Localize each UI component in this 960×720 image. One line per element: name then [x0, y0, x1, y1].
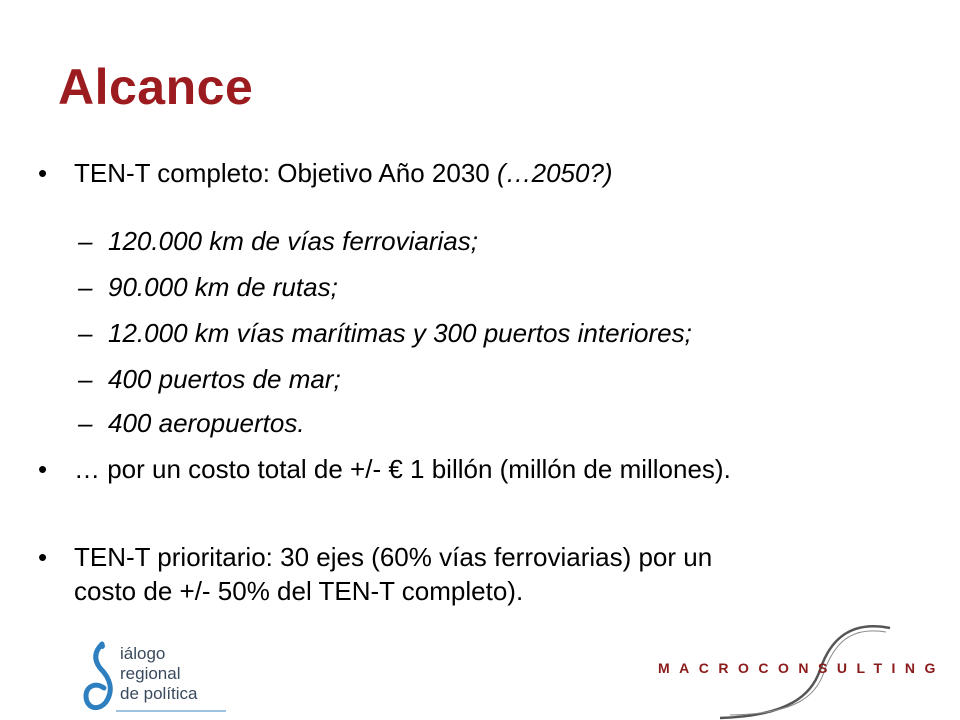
bullet-text-line1: TEN-T prioritario: 30 ejes (60% vías ferroviarias) por un: [74, 542, 713, 572]
bullet-text-normal: TEN-T completo: Objetivo Año 2030: [74, 158, 497, 188]
dialogo-line1: iálogo: [120, 644, 166, 663]
bullet-text: [74, 156, 613, 190]
sub-item-text: 12.000 km vías marítimas y 300 puertos interiores;: [108, 318, 692, 348]
sub-item-marker: –: [78, 408, 93, 438]
bullet-text-italic: (…2050?): [496, 158, 613, 188]
dialogo-regional-logo: [80, 638, 230, 718]
sub-item-marker: –: [78, 364, 93, 394]
sub-item-text: 400 aeropuertos.: [108, 408, 305, 438]
slide-title: Alcance: [58, 59, 254, 115]
sub-item-text: 90.000 km de rutas;: [108, 272, 338, 302]
sub-item-text: 400 puertos de mar;: [108, 364, 341, 394]
bullet-marker: •: [38, 542, 48, 572]
macroconsulting-text: MACROCONSULTING: [658, 660, 945, 676]
macroconsulting-logo: [650, 620, 945, 720]
dialogo-underline: [116, 710, 226, 712]
sub-item-marker: –: [78, 318, 93, 348]
bullet-text-line2: costo de +/- 50% del TEN-T completo).: [74, 576, 524, 606]
sub-item-text: 120.000 km de vías ferroviarias;: [108, 226, 478, 256]
sub-item-marker: –: [78, 272, 93, 302]
bullet-marker: •: [38, 158, 48, 188]
dialogo-d-icon: [80, 638, 120, 718]
bullet-marker: •: [38, 454, 48, 484]
dialogo-line3: de política: [120, 684, 198, 703]
bullet-text: … por un costo total de +/- € 1 billón (millón de millones).: [74, 454, 731, 484]
dialogo-line2: regional: [120, 664, 181, 683]
sub-item-marker: –: [78, 226, 93, 256]
